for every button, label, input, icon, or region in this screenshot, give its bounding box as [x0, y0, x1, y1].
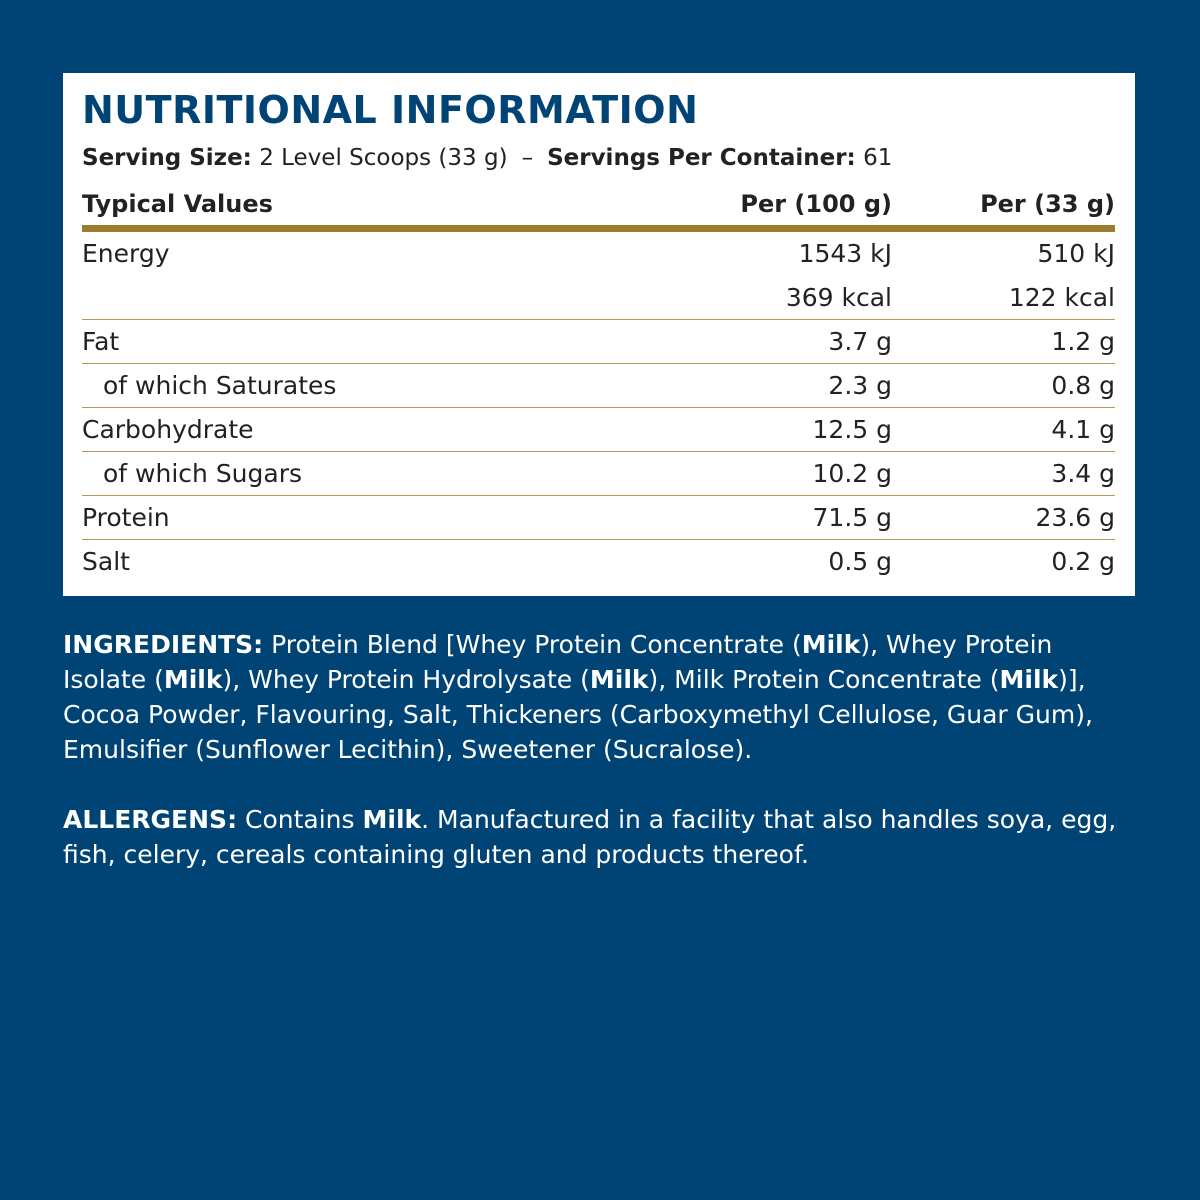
ingredients-part: ), Whey Protein Isolate ( [63, 630, 1053, 694]
value-per-100g: 3.7 g [828, 327, 892, 356]
value-per-serving: 3.4 g [1051, 459, 1115, 488]
value-per-serving: 1.2 g [1051, 327, 1115, 356]
value-per-serving: 510 kJ [1037, 239, 1115, 268]
table-row [82, 276, 1115, 320]
allergen-highlight: Milk [589, 665, 649, 694]
header-divider [82, 225, 1115, 232]
nutrient-name: Energy [82, 239, 170, 268]
nutrient-name: Fat [82, 327, 120, 356]
nutrient-name: Protein [82, 503, 170, 532]
allergen-highlight: Milk [362, 805, 422, 834]
value-per-serving: 4.1 g [1051, 415, 1115, 444]
value-per-100g: 12.5 g [812, 415, 892, 444]
value-per-serving: 122 kcal [1008, 283, 1115, 312]
allergen-highlight: Milk [801, 630, 861, 659]
value-per-100g: 71.5 g [812, 503, 892, 532]
value-per-serving: 23.6 g [1035, 503, 1115, 532]
ingredients-part: )], Cocoa Powder, Flavouring, Salt, Thickeners (Carboxymethyl Cellulose, Guar Gum), Emulsifier (Sunflower Lecithin), Sweetener (Sucralose). [63, 665, 1093, 764]
serving-info [82, 143, 1115, 173]
ingredients-part: Protein Blend [Whey Protein Concentrate ( [263, 630, 802, 659]
ingredients-label: INGREDIENTS: [63, 630, 264, 659]
serving-size-value: 2 Level Scoops (33 g) [259, 145, 508, 171]
table-row [82, 496, 1115, 540]
value-per-100g: 10.2 g [812, 459, 892, 488]
table-header [82, 187, 1115, 221]
nutrient-name: Carbohydrate [82, 415, 254, 444]
ingredients-text [63, 627, 1143, 767]
serving-size-label: Serving Size: [82, 145, 252, 171]
page-title: NUTRITIONAL INFORMATION [82, 88, 699, 132]
value-per-100g: 369 kcal [785, 283, 892, 312]
nutrient-name: of which Sugars [103, 459, 303, 488]
value-per-serving: 0.2 g [1051, 547, 1115, 576]
header-per-serving: Per (33 g) [980, 190, 1115, 218]
allergens-part: Contains [237, 805, 363, 834]
allergen-highlight: Milk [999, 665, 1059, 694]
ingredients-part: ), Whey Protein Hydrolysate ( [222, 665, 590, 694]
allergens-text [63, 802, 1143, 872]
table-row [82, 320, 1115, 364]
allergens-part: . Manufactured in a facility that also handles soya, egg, fish, celery, cereals containing gluten and products thereof. [63, 805, 1117, 869]
ingredients-part: ), Milk Protein Concentrate ( [648, 665, 1000, 694]
nutrient-name [82, 276, 662, 319]
table-row [82, 408, 1115, 452]
header-typical-values: Typical Values [82, 190, 273, 218]
servings-per-container-value: 61 [863, 145, 893, 171]
value-per-serving: 0.8 g [1051, 371, 1115, 400]
header-per-100g: Per (100 g) [740, 190, 892, 218]
serving-separator: – [521, 145, 534, 171]
value-per-100g: 1543 kJ [798, 239, 892, 268]
servings-per-container-label: Servings Per Container: [547, 145, 856, 171]
allergen-highlight: Milk [163, 665, 223, 694]
nutrient-name: Salt [82, 547, 130, 576]
value-per-100g: 0.5 g [828, 547, 892, 576]
value-per-100g: 2.3 g [828, 371, 892, 400]
table-row [82, 452, 1115, 496]
nutrition-panel [63, 73, 1135, 596]
allergens-label: ALLERGENS: [63, 805, 238, 834]
nutrient-name: of which Saturates [103, 371, 337, 400]
table-row [82, 364, 1115, 408]
table-row [82, 540, 1115, 584]
table-row [82, 232, 1115, 276]
